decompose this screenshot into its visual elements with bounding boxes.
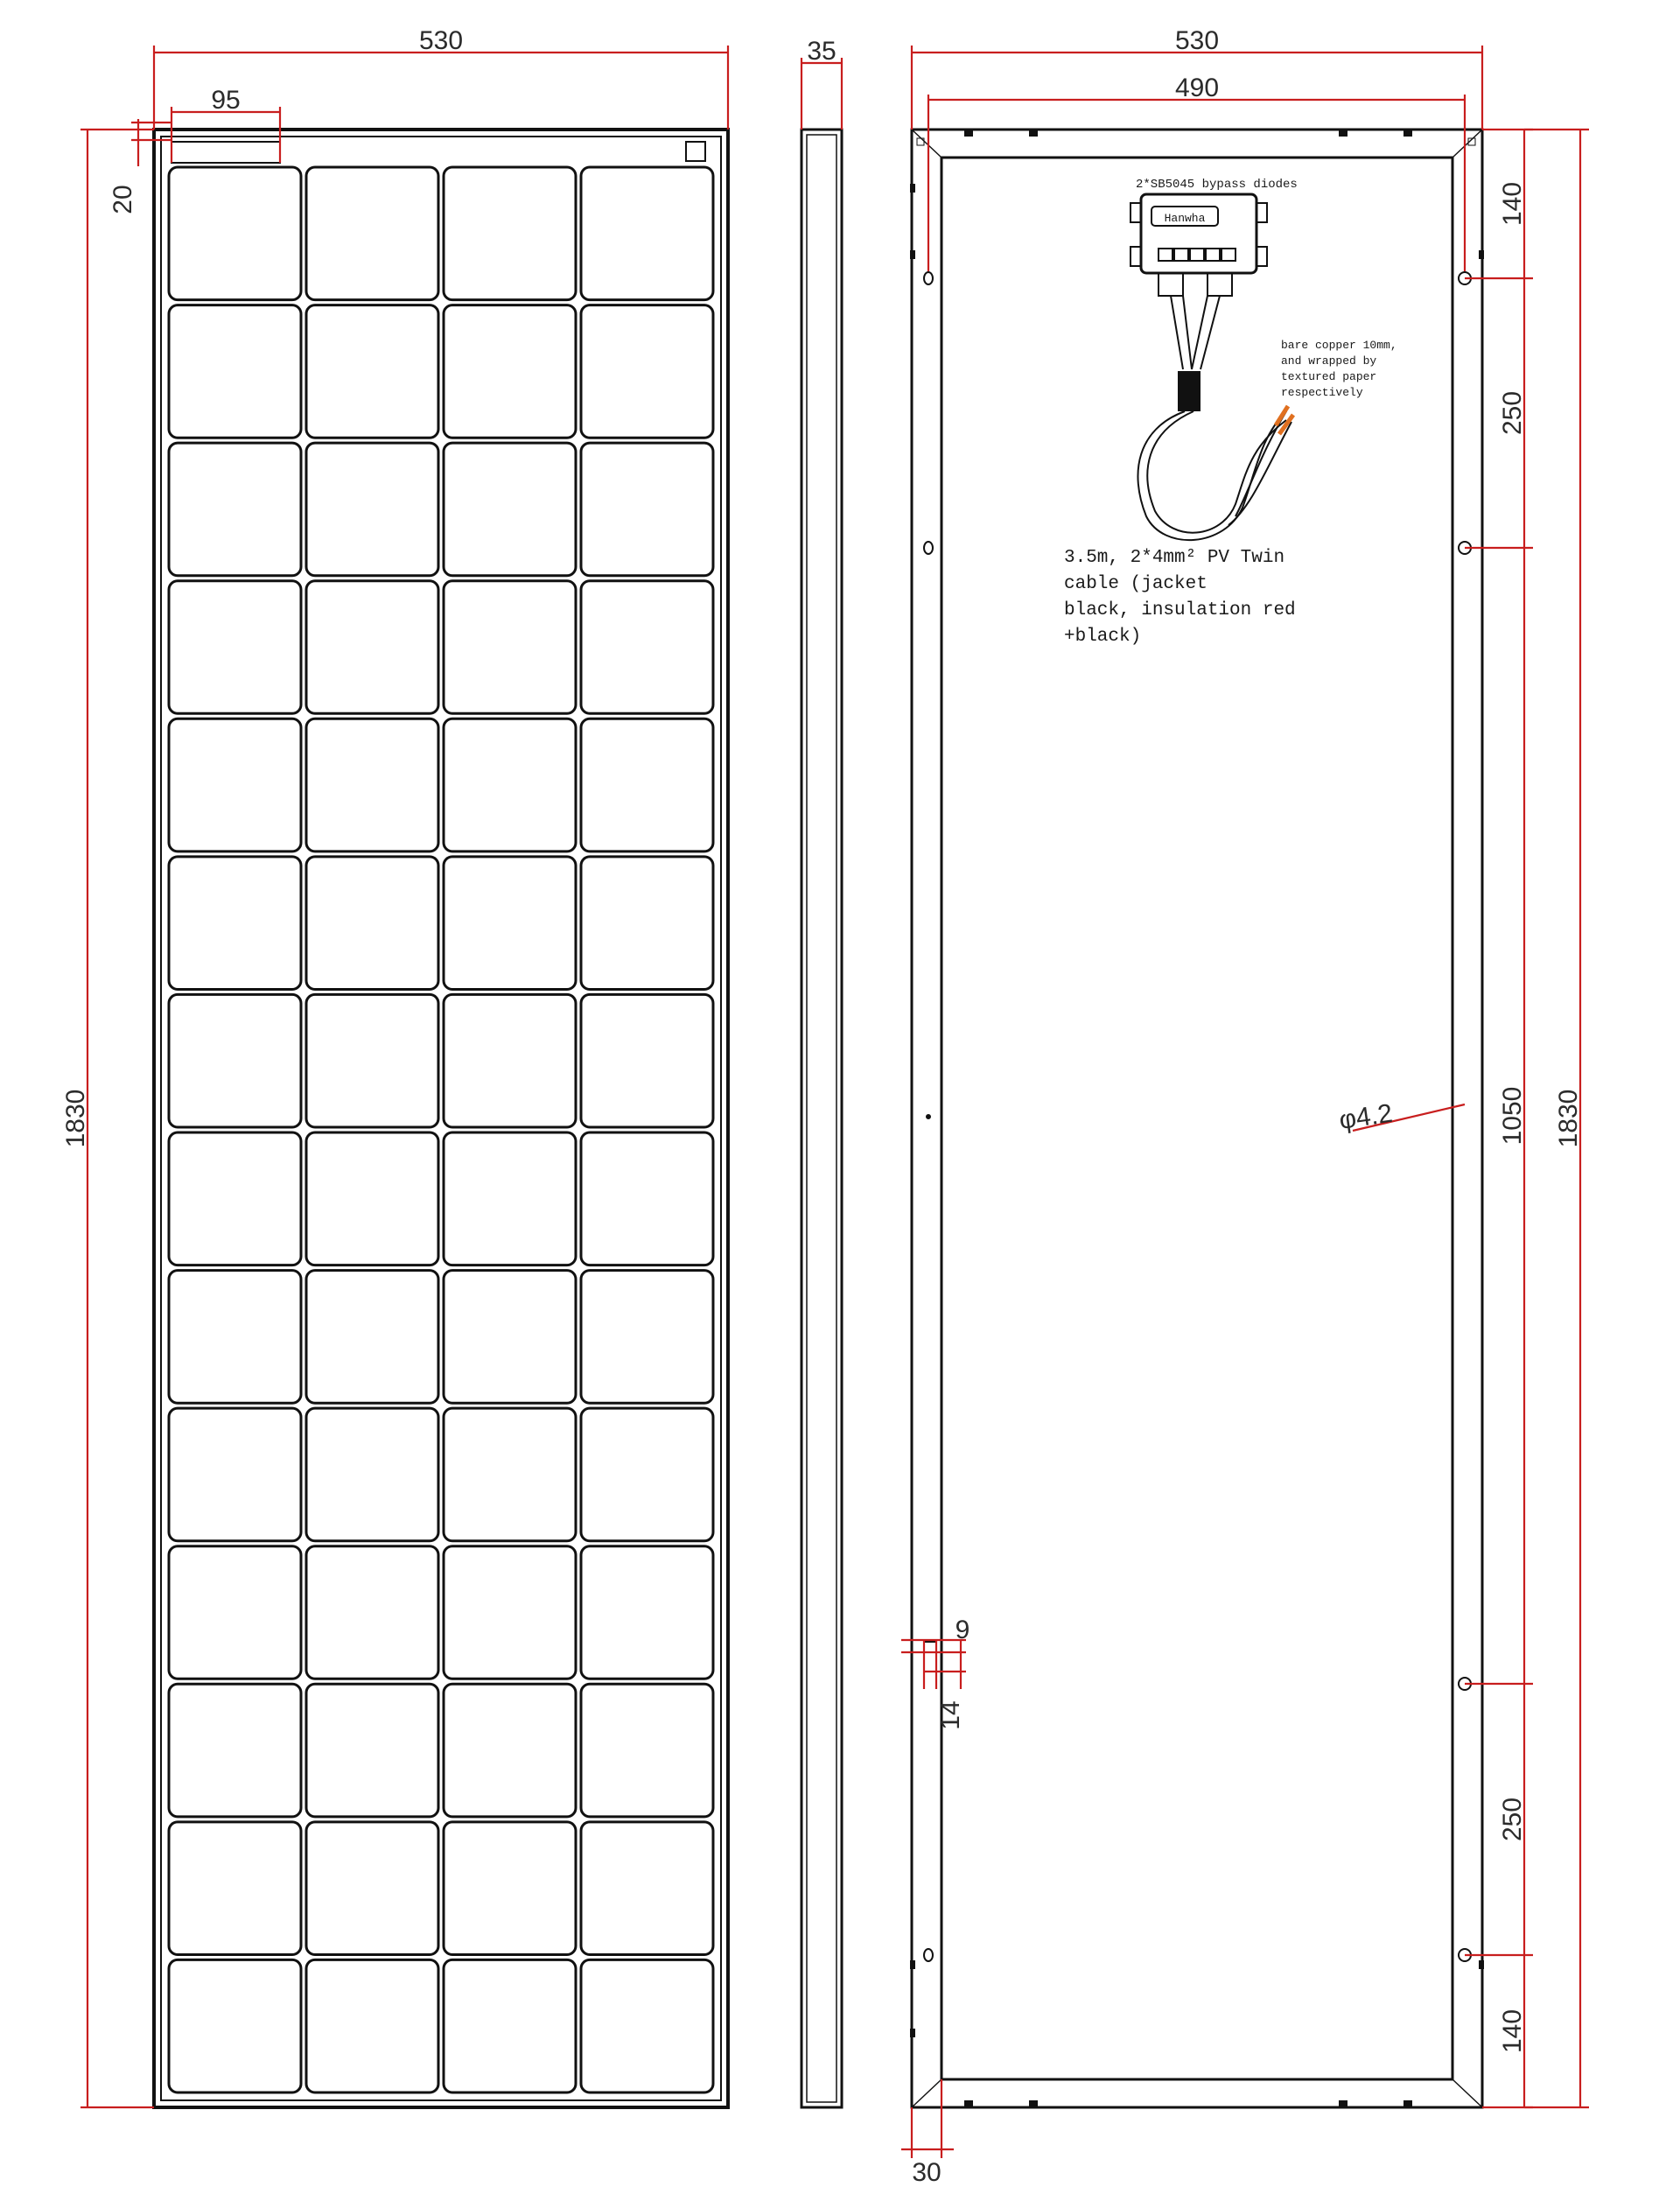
solar-cell — [306, 581, 438, 714]
solar-cell — [444, 718, 576, 852]
front-height-label: 1830 — [61, 1089, 90, 1148]
side-profile-inner — [807, 135, 836, 2102]
solar-cell — [581, 857, 713, 990]
hole-top-label: 140 — [1498, 181, 1527, 227]
junction-box — [1130, 194, 1293, 540]
solar-cell — [444, 857, 576, 990]
solar-cell — [581, 167, 713, 300]
front-jbox-tab — [172, 142, 280, 163]
back-height-dimension — [1524, 130, 1589, 2107]
solar-cell — [169, 1408, 301, 1541]
side-thickness-label: 35 — [807, 37, 836, 66]
frame-corner-dimension — [901, 2079, 954, 2187]
front-offset-label: 20 — [108, 185, 137, 214]
solar-cell — [169, 167, 301, 300]
hole-bottom-label: 140 — [1498, 2008, 1527, 2054]
solar-cell — [306, 1132, 438, 1265]
solar-cell — [581, 994, 713, 1127]
cell-grid — [169, 167, 713, 2092]
solar-cell — [306, 305, 438, 438]
back-width-label: 530 — [1174, 26, 1220, 55]
frame-rivets — [910, 130, 1484, 2107]
solar-cell — [444, 443, 576, 576]
solar-cell — [581, 1132, 713, 1265]
solar-cell — [169, 994, 301, 1127]
solar-cell — [306, 1684, 438, 1817]
solar-cell — [444, 1271, 576, 1404]
solar-cell — [169, 581, 301, 714]
back-view — [901, 26, 1589, 2187]
back-height-label: 1830 — [1554, 1089, 1583, 1148]
cable-joint — [1178, 371, 1200, 411]
solar-cell — [169, 857, 301, 990]
solar-cell — [581, 1684, 713, 1817]
hole-diameter-label: φ4.2 — [1337, 1098, 1395, 1135]
solar-cell — [581, 581, 713, 714]
side-thickness-dimension — [802, 37, 842, 130]
slot-width-label: 9 — [955, 1616, 970, 1644]
solar-cell — [581, 1959, 713, 2092]
side-profile-outer — [802, 130, 842, 2107]
jbox-brand-label: Hanwha — [1164, 212, 1206, 225]
solar-cell — [306, 994, 438, 1127]
lead-note-line: textured paper — [1281, 370, 1377, 383]
solar-cell — [444, 994, 576, 1127]
solar-cell — [306, 1822, 438, 1955]
solar-cell — [169, 443, 301, 576]
solar-cell — [169, 1684, 301, 1817]
solar-cell — [306, 1546, 438, 1679]
solar-cell — [169, 1546, 301, 1679]
lead-note-line: bare copper 10mm, — [1281, 339, 1397, 352]
solar-cell — [444, 581, 576, 714]
solar-cell — [169, 1271, 301, 1404]
diode-note: 2*SB5045 bypass diodes — [1136, 178, 1298, 192]
cable-note — [1064, 548, 1296, 647]
solar-cell — [306, 857, 438, 990]
solar-cell — [581, 1822, 713, 1955]
solar-cell — [169, 1132, 301, 1265]
solar-cell — [306, 167, 438, 300]
cable-note-line: black, insulation red — [1064, 600, 1296, 620]
solar-cell — [444, 1546, 576, 1679]
front-frame-outer — [154, 130, 728, 2107]
solar-cell — [581, 1271, 713, 1404]
cable-note-line: 3.5m, 2*4mm² PV Twin — [1064, 548, 1285, 568]
solar-cell — [306, 443, 438, 576]
solar-cell — [169, 1822, 301, 1955]
solar-cell — [581, 305, 713, 438]
front-jbox-width-label: 95 — [211, 86, 241, 115]
solar-cell — [444, 167, 576, 300]
frame-corner-label: 30 — [912, 2158, 942, 2187]
solar-cell — [444, 1408, 576, 1541]
front-corner-square — [686, 142, 705, 161]
front-height-dimension — [61, 130, 154, 2107]
lead-note — [1281, 339, 1397, 399]
hole-center-label: 1050 — [1498, 1086, 1527, 1146]
solar-cell — [581, 1546, 713, 1679]
solar-cell — [581, 1408, 713, 1541]
front-frame-inner — [161, 137, 721, 2100]
solar-cell — [581, 443, 713, 576]
hole-chain-dimension — [1465, 130, 1533, 2107]
lead-note-line: and wrapped by — [1281, 354, 1377, 368]
hole-gap-bottom-label: 250 — [1498, 1797, 1527, 1842]
solar-cell — [306, 1959, 438, 2092]
solar-cell — [306, 1271, 438, 1404]
solar-cell — [306, 718, 438, 852]
slot-length-label: 14 — [936, 1700, 965, 1730]
solar-cell — [169, 305, 301, 438]
lead-note-line: respectively — [1281, 386, 1363, 399]
solar-cell — [444, 1959, 576, 2092]
hole-span-label: 490 — [1174, 74, 1220, 102]
solar-cell — [444, 1684, 576, 1817]
front-view — [61, 26, 728, 2107]
solar-cell — [169, 1959, 301, 2092]
front-width-label: 530 — [418, 26, 464, 55]
hole-gap-top-label: 250 — [1498, 390, 1527, 436]
solar-cell — [444, 1822, 576, 1955]
cable-note-line: cable (jacket — [1064, 574, 1208, 594]
solar-cell — [581, 718, 713, 852]
solar-cell — [444, 1132, 576, 1265]
solar-cell — [169, 718, 301, 852]
front-jbox-dimension — [172, 86, 280, 163]
solar-cell — [444, 305, 576, 438]
front-offset-dimension — [108, 119, 172, 214]
hole-span-dimension — [928, 74, 1465, 271]
side-view — [802, 37, 842, 2107]
solar-cell — [306, 1408, 438, 1541]
back-frame-outer — [912, 130, 1482, 2107]
hole-diameter-callout — [1337, 1099, 1465, 1135]
cable-note-line: +black) — [1064, 627, 1142, 647]
